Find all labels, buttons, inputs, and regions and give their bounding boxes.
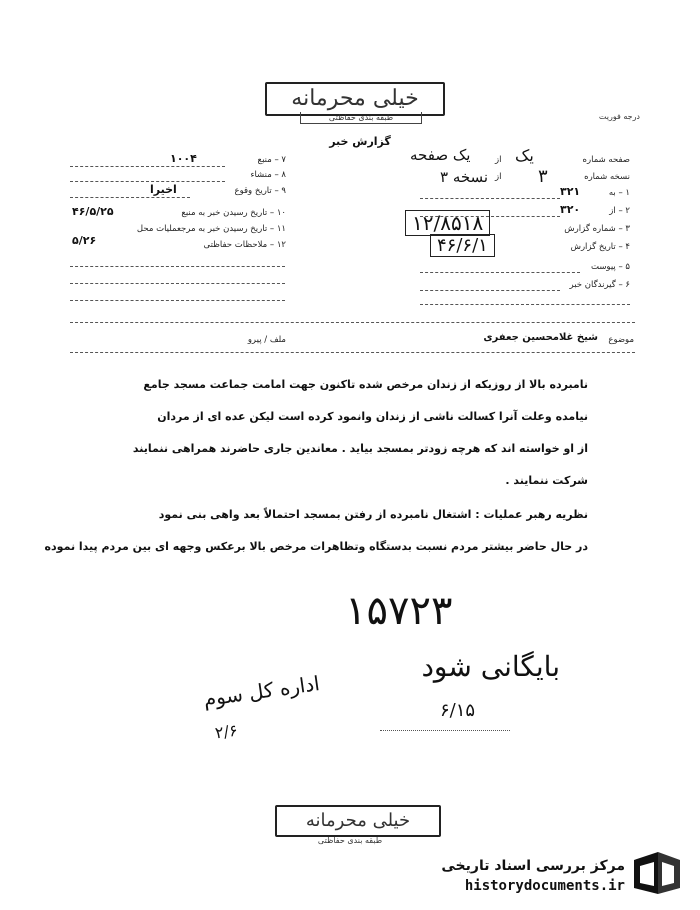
classification-stamp-text: خیلی محرمانه: [291, 86, 419, 111]
field-page-label: صفحه شماره: [582, 155, 630, 165]
website: historydocuments.ir: [464, 878, 625, 894]
archive-logo: [628, 848, 686, 900]
field-received-ops-label: ۱۱ – تاریخ رسیدن خبر به مرجعملیات محل: [136, 224, 286, 234]
initial-date: ۲/۶: [213, 720, 239, 743]
field-from-value: ۳۲۰: [560, 203, 581, 216]
field-received-source-label: ۱۰ – تاریخ رسیدن خبر به منبع: [181, 208, 286, 218]
archive-number: ۱۵۷۲۳: [345, 588, 453, 634]
field-report-number-label: ۳ – شماره گزارش: [564, 224, 630, 234]
footer-stamp-text: خیلی محرمانه: [305, 810, 411, 831]
field-security-notes-label: ۱۲ – ملاحظات حفاظتی: [203, 240, 286, 250]
field-from-label: ۲ – از: [609, 206, 630, 216]
archive-underline: [380, 730, 510, 731]
subject-label: موضوع: [608, 335, 634, 345]
field-report-number-value: ۱۲/۸۵۱۸: [405, 210, 490, 236]
body-line: شرکت ننمایند .: [505, 474, 588, 487]
field-page-value: یک: [515, 146, 534, 165]
classification-caption: طبقه بندی حفاظتی: [300, 112, 422, 124]
subject-divider: [70, 322, 635, 323]
field-to-value: ۳۲۱: [560, 185, 581, 198]
field-report-date-value: ۴۶/۶/۱: [430, 234, 495, 257]
field-recipients-label: ۶ – گیرندگان خبر: [569, 280, 630, 290]
initial-note: اداره کل سوم: [201, 671, 322, 712]
field-copy-total: ۳ نسخه: [440, 168, 489, 186]
priority-label: درجه فوریت: [598, 112, 640, 121]
archive-note: بایگانی شود: [421, 650, 560, 683]
field-source-value: ۱۰۰۴: [170, 152, 197, 165]
footer-caption: طبقه بندی حفاظتی: [317, 836, 383, 845]
field-origin-label: ۸ – منشاء: [250, 170, 286, 180]
body-line: نیامده وعلت آنرا کسالت ناشی از زندان وانمود کرده است لیکن عده ای از مردان: [157, 410, 588, 423]
field-to-label: ۱ – به: [608, 188, 630, 198]
field-page-from: از: [495, 155, 502, 165]
subject-bottom-divider: [70, 352, 635, 353]
field-event-date-value: اخیرا: [150, 183, 177, 196]
field-event-date-label: ۹ – تاریخ وقوع: [234, 186, 286, 196]
field-source-label: ۷ – منبع: [257, 155, 286, 165]
footer-stamp: [275, 805, 441, 837]
body-line: از او خواسته اند که هرچه زودتر بمسجد بیاید . معاندین جاری حاضرند همراهی ننمایند: [132, 442, 588, 455]
report-title: گزارش خبر: [329, 135, 391, 148]
file-label: ملف / پیرو: [247, 335, 286, 345]
classification-stamp: [265, 82, 445, 116]
field-attachment-label: ۵ – پیوست: [590, 262, 630, 272]
subject-value: شیخ غلامحسین جعفری: [483, 332, 598, 343]
field-copy-value: ۳: [538, 166, 548, 187]
field-copy-label: نسخه شماره: [584, 172, 630, 182]
field-report-date-label: ۴ – تاریخ گزارش: [570, 242, 630, 252]
center-name: مرکز بررسی اسناد تاریخی: [441, 858, 625, 874]
body-line: نامبرده بالا از روزیکه از زندان مرخص شده تاکنون جهت امامت جماعت مسجد جامع: [143, 378, 588, 391]
field-received-ops-value: ۵/۲۶: [72, 234, 97, 247]
body-line: نظریه رهبر عملیات : اشتغال نامبرده از رفتن بمسجد احتمالاً بعد واهی بنی نمود: [158, 508, 588, 521]
archive-logo-icon: [628, 848, 686, 900]
field-received-source-value: ۴۶/۵/۲۵: [72, 205, 114, 218]
field-copy-from: از: [495, 172, 502, 182]
field-page-total: یک صفحه: [410, 146, 471, 164]
body-line: در حال حاضر بیشتر مردم نسبت بدستگاه وتظاهرات مرخص بالا برعکس وجهه ای بین مردم پیدا نموده: [44, 540, 588, 553]
archive-date: ۶/۱۵: [440, 700, 476, 721]
